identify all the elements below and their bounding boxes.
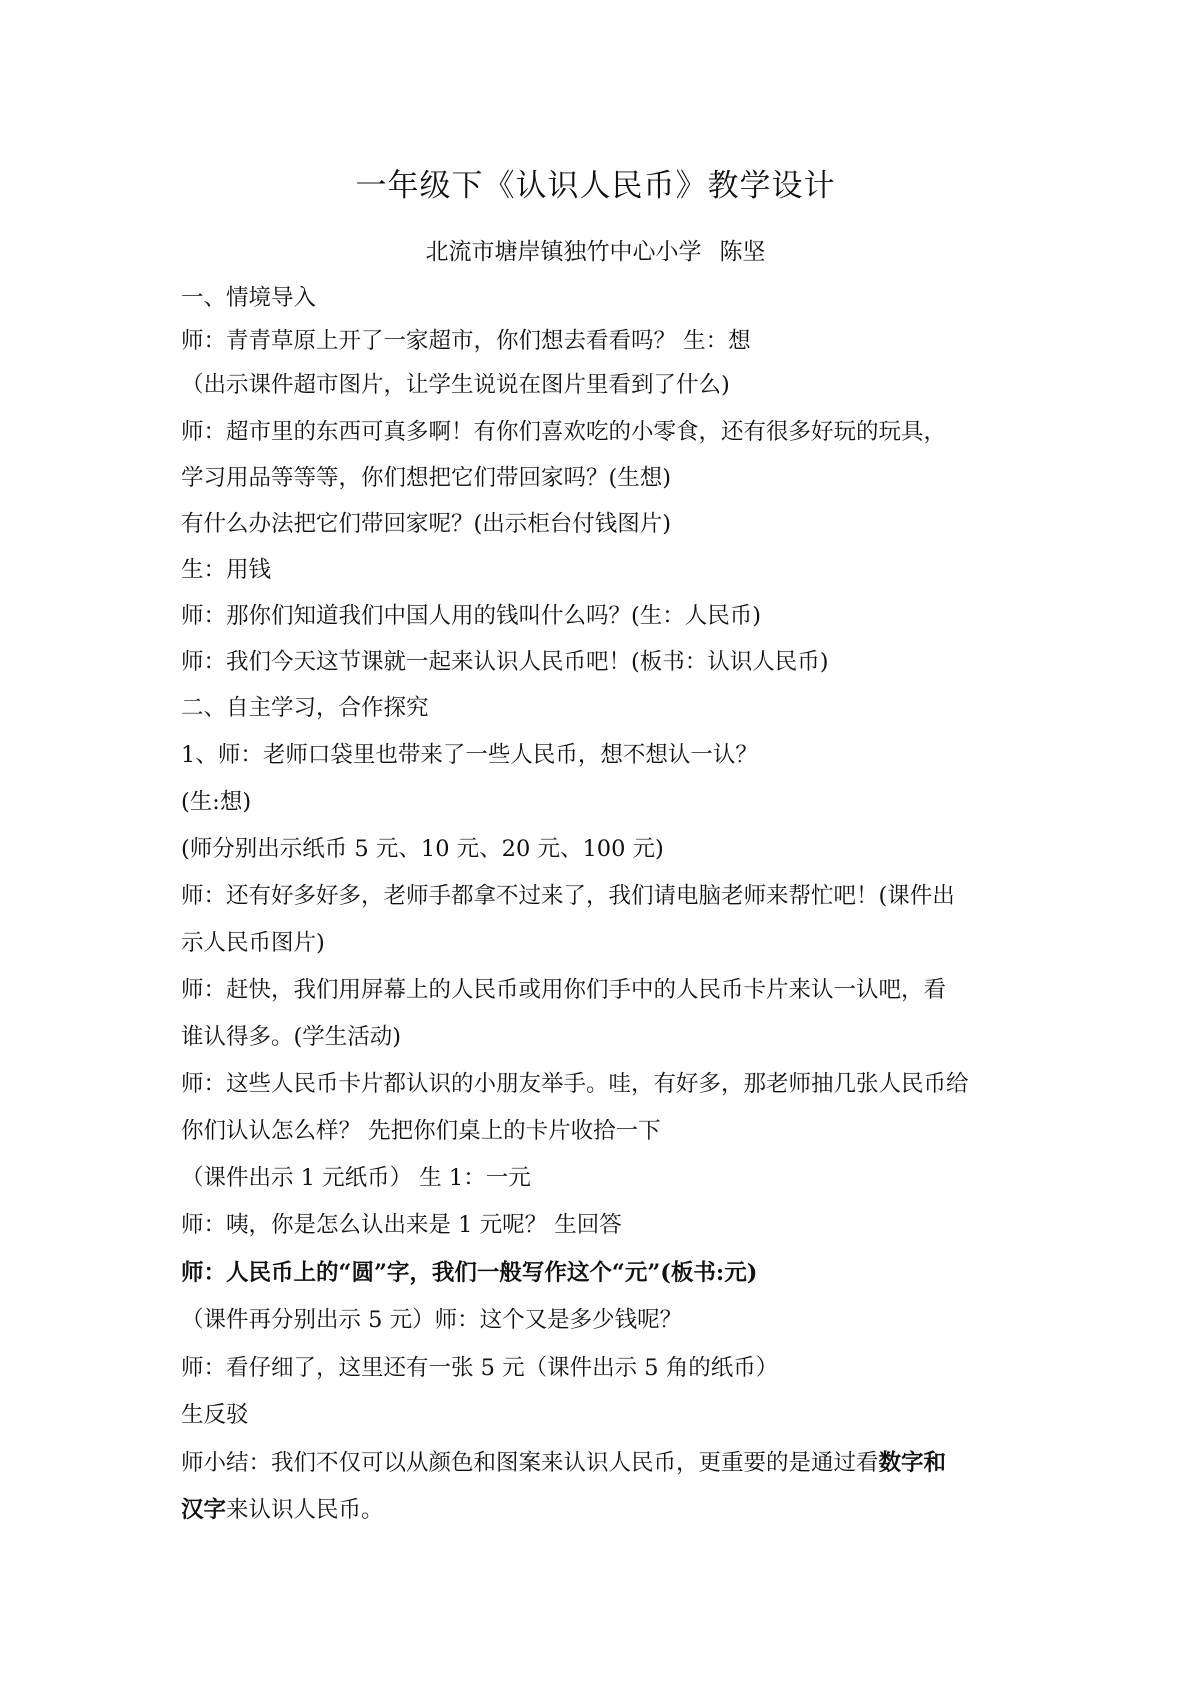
emphasized-line: 师：人民币上的“圆”字，我们一般写作这个“元”(板书:元) — [181, 1260, 758, 1286]
paragraph-line: 师：咦，你是怎么认出来是 1 元呢？ 生回答 — [181, 1212, 622, 1238]
author-line — [0, 236, 1191, 268]
paragraph-line: (师分别出示纸币 5 元、10 元、20 元、100 元) — [181, 836, 664, 862]
summary-line — [181, 1494, 1021, 1526]
section-heading: 二、自主学习，合作探究 — [181, 695, 429, 721]
paragraph-line: 1、师：老师口袋里也带来了一些人民币，想不想认一认？ — [181, 742, 758, 768]
section-heading: 一、情境导入 — [181, 285, 317, 311]
paragraph-line: 师：那你们知道我们中国人用的钱叫什么吗？(生：人民币) — [181, 603, 762, 629]
paragraph-line: 师：赶快，我们用屏幕上的人民币或用你们手中的人民币卡片来认一认吧，看 — [181, 977, 947, 1003]
paragraph-line: （出示课件超市图片，让学生说说在图片里看到了什么) — [181, 372, 730, 398]
paragraph-line: 师：还有好多好多，老师手都拿不过来了，我们请电脑老师来帮忙吧！(课件出 — [181, 883, 955, 909]
paragraph-line: 你们认认怎么样？ 先把你们桌上的卡片收拾一下 — [181, 1118, 661, 1144]
paragraph-line: （课件再分别出示 5 元）师：这个又是多少钱呢？ — [181, 1307, 683, 1333]
document-title: 一年级下《认识人民币》教学设计 — [355, 168, 836, 204]
paragraph-line: 示人民币图片) — [181, 930, 325, 956]
summary-emphasis: 数字和 — [878, 1450, 947, 1476]
paragraph-line: 师：超市里的东西可真多啊！有你们喜欢吃的小零食，还有很多好玩的玩具， — [181, 419, 947, 445]
paragraph-line: 师：青青草原上开了一家超市，你们想去看看吗？ 生：想 — [181, 328, 751, 354]
summary-line — [181, 1447, 1021, 1479]
summary-text: 师小结：我们不仅可以从颜色和图案来认识人民币，更重要的是通过看 — [181, 1450, 879, 1476]
paragraph-line: (生:想) — [181, 789, 252, 815]
paragraph-line: 师：看仔细了，这里还有一张 5 元（课件出示 5 角的纸币） — [181, 1355, 779, 1381]
paragraph-line: 师：我们今天这节课就一起来认识人民币吧！(板书：认识人民币) — [181, 649, 829, 675]
paragraph-line: 有什么办法把它们带回家呢？(出示柜台付钱图片) — [181, 511, 672, 537]
school-name: 北流市塘岸镇独竹中心小学 — [425, 239, 702, 265]
paragraph-line: 生反驳 — [181, 1402, 249, 1428]
author-name: 陈坚 — [719, 239, 766, 265]
summary-emphasis: 汉字 — [181, 1497, 227, 1523]
paragraph-line: 生：用钱 — [181, 557, 272, 583]
paragraph-line: 学习用品等等等，你们想把它们带回家吗？(生想) — [181, 465, 672, 491]
paragraph-line: 师：这些人民币卡片都认识的小朋友举手。哇，有好多，那老师抽几张人民币给 — [181, 1071, 969, 1097]
paragraph-line: 谁认得多。(学生活动) — [181, 1024, 402, 1050]
summary-text: 来认识人民币。 — [226, 1497, 384, 1523]
paragraph-line: （课件出示 1 元纸币） 生 1：一元 — [181, 1165, 531, 1191]
